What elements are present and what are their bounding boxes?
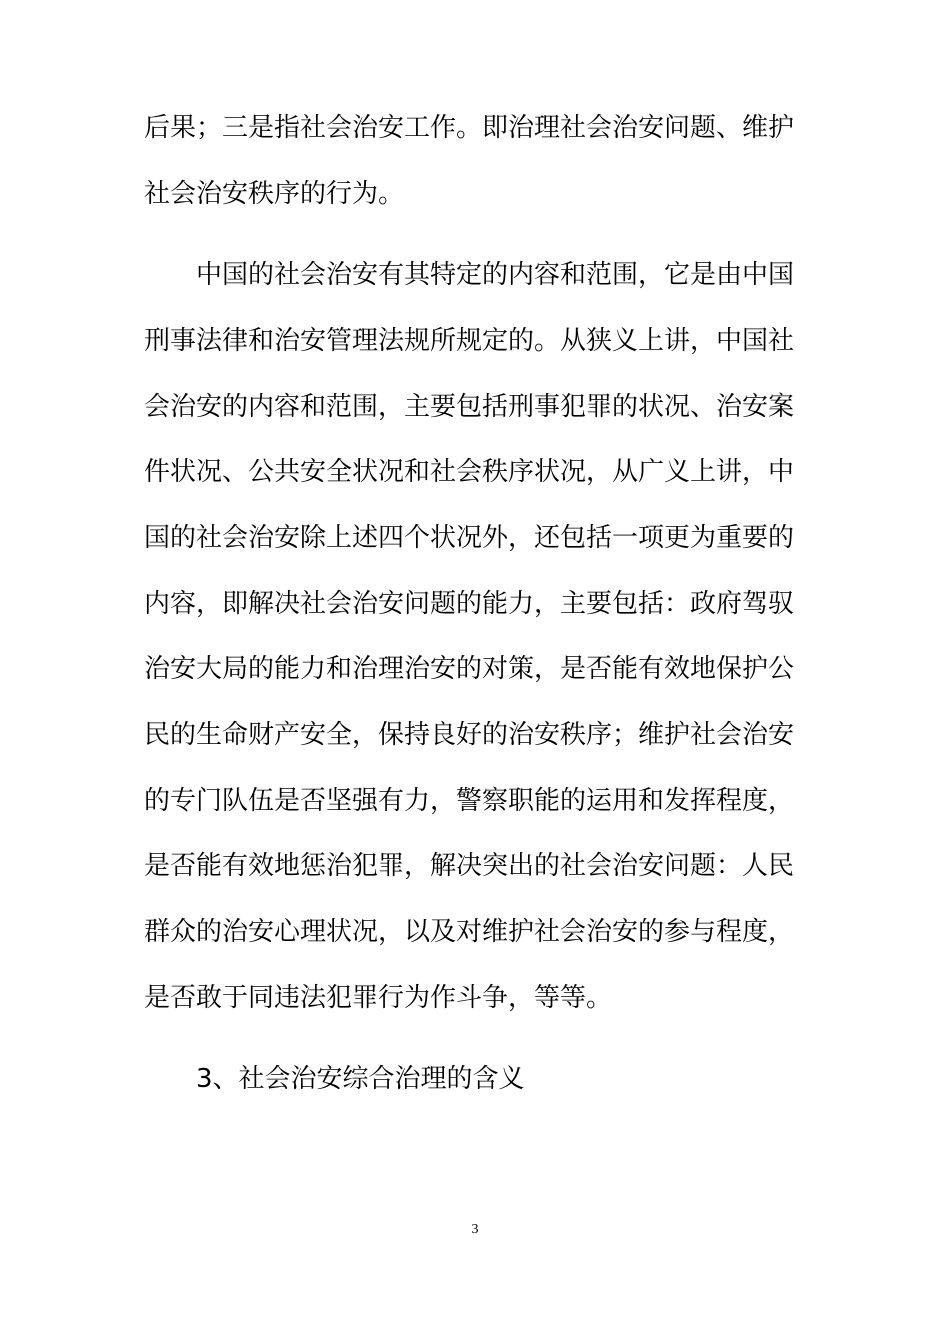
paragraph-first-line: 中国的社会治安有其特定的内容和范围，它是由中国 [196,260,795,290]
text-line: 群众的治安心理状况，以及对维护社会治安的参与程度， [144,917,795,947]
text-line: 内容，即解决社会治安问题的能力，主要包括：政府驾驭 [144,589,795,619]
text-line: 的专门队伍是否坚强有力，警察职能的运用和发挥程度， [144,786,795,816]
text-line: 刑事法律和治安管理法规所规定的。从狭义上讲，中国社 [144,326,795,356]
text-line: 会治安的内容和范围，主要包括刑事犯罪的状况、治安案 [144,392,795,422]
text-line: 民的生命财产安全，保持良好的治安秩序；维护社会治安 [144,720,795,750]
text-line: 后果；三是指社会治安工作。即治理社会治安问题、维护 [144,113,795,143]
text-line: 社会治安秩序的行为。 [144,179,405,209]
section-heading: 3、社会治安综合治理的含义 [196,1064,525,1094]
text-line: 治安大局的能力和治理治安的对策，是否能有效地保护公 [144,654,795,684]
text-line: 国的社会治安除上述四个状况外，还包括一项更为重要的 [144,523,795,553]
text-line: 是否能有效地惩治犯罪，解决突出的社会治安问题：人民 [144,851,795,881]
text-line: 件状况、公共安全状况和社会秩序状况，从广义上讲，中 [144,457,795,487]
text-line: 是否敢于同违法犯罪行为作斗争，等等。 [144,983,613,1013]
page-number: 3 [471,1222,479,1237]
